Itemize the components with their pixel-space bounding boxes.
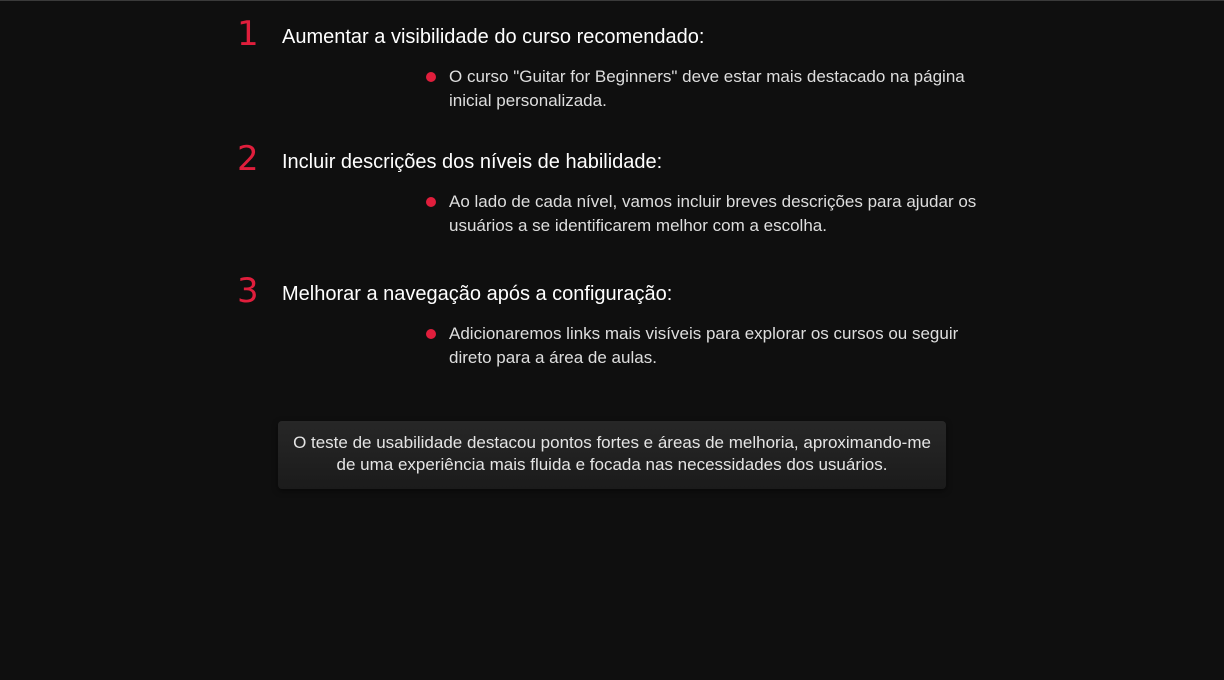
- summary-box: [278, 421, 946, 489]
- step-number: 3: [237, 271, 259, 311]
- step-number: 2: [237, 139, 259, 179]
- bullet-text: Ao lado de cada nível, vamos incluir breves descrições para ajudar os usuários a se identificarem melhor com a escolha.: [449, 192, 977, 235]
- bullet-text: Adicionaremos links mais visíveis para explorar os cursos ou seguir direto para a área de aulas.: [449, 324, 959, 367]
- step-number: 1: [237, 14, 259, 54]
- top-divider: [0, 0, 1224, 1]
- bullet-dot-icon: [426, 329, 436, 339]
- step-title: Aumentar a visibilidade do curso recomendado:: [282, 26, 705, 48]
- step-title: Incluir descrições dos níveis de habilidade:: [282, 151, 663, 173]
- bullet-text: O curso "Guitar for Beginners" deve estar mais destacado na página inicial personalizada.: [449, 67, 965, 110]
- bullet-dot-icon: [426, 197, 436, 207]
- bullet-dot-icon: [426, 72, 436, 82]
- step-title: Melhorar a navegação após a configuração:: [282, 283, 673, 305]
- summary-text: O teste de usabilidade destacou pontos fortes e áreas de melhoria, aproximando-me de uma experiência mais fluida e focada nas necessidades dos usuários.: [293, 433, 931, 474]
